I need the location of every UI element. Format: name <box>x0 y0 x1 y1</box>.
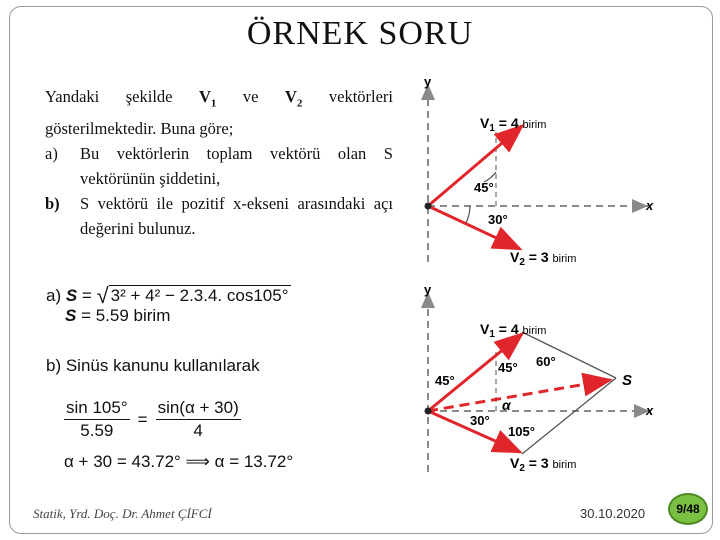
angle-label-105: 105° <box>508 424 535 439</box>
problem-item-b: b) S vektörü ile pozitif x-ekseni arasındaki açı değerini bulunuz. <box>45 194 393 239</box>
vector-figure-1 <box>410 72 670 272</box>
slide-title: ÖRNEK SORU <box>246 15 474 52</box>
solution-a-line1: a) S = √ 3² + 4² − 2.3.4. cos105° <box>46 283 289 308</box>
vector-s <box>428 380 610 411</box>
x-axis-label: x <box>646 198 654 213</box>
solution-final-line: α + 30 = 43.72° ⟹ α = 13.72° <box>64 452 294 471</box>
angle-label-left-45: 45° <box>435 373 455 388</box>
problem-item-a: a) Bu vektörlerin toplam vektörü olan S vektörünün şiddetini, <box>45 144 393 189</box>
solution-a-line2: S = 5.59 birim <box>65 306 171 325</box>
v1-label-2: $V_1 = 4$ birim <box>480 321 547 340</box>
y-axis-label-2: y <box>424 282 432 297</box>
angle-label-45: 45° <box>474 180 494 195</box>
v2-label-2: $V_2 = 3$ birim <box>510 455 577 474</box>
page-number-badge: 9/48 <box>668 493 708 525</box>
v1-label: $V_1 = 4$ birim <box>480 115 547 134</box>
angle-label-30: 30° <box>488 212 508 227</box>
square-root: √ 3² + 4² − 2.3.4. cos105° <box>96 283 289 308</box>
fraction-left: $\frac{\sin 105^\circ}{5.59}$ <box>66 398 128 440</box>
angle-arc-30 <box>466 206 470 223</box>
footer-author: Statik, Yrd. Doç. Dr. Ahmet ÇİFCİ <box>33 506 212 521</box>
angle-label-60: 60° <box>536 354 556 369</box>
y-axis-label: y <box>424 74 432 89</box>
x-axis-label-2: x <box>646 403 654 418</box>
problem-intro: Yandaki şekilde $V_1$ ve $V_2$ vektörleri gösterilmektedir. Buna göre; <box>45 87 394 139</box>
angle-label-inner-45: 45° <box>498 360 518 375</box>
footer-date: 30.10.2020 <box>580 506 646 521</box>
s-label: S <box>622 372 633 389</box>
parallelogram-edge-bottom <box>522 378 616 454</box>
fraction-right: $\frac{\sin(\alpha + 30)}{4}$ <box>157 398 239 440</box>
vector-figure-2 <box>410 282 670 477</box>
sine-law-equation: $\frac{\sin 105^\circ}{5.59}$ = $\frac{\sin(\alpha + 30)}{4}$ <box>66 398 239 440</box>
solution-b-line: b) Sinüs kanunu kullanılarak <box>46 356 260 375</box>
angle-label-30-2: 30° <box>470 413 490 428</box>
origin-point-2 <box>425 408 432 415</box>
problem-text <box>45 84 393 241</box>
angle-label-alpha: α <box>502 397 511 413</box>
v2-label: $V_2 = 3$ birim <box>510 249 577 268</box>
origin-point <box>425 203 432 210</box>
